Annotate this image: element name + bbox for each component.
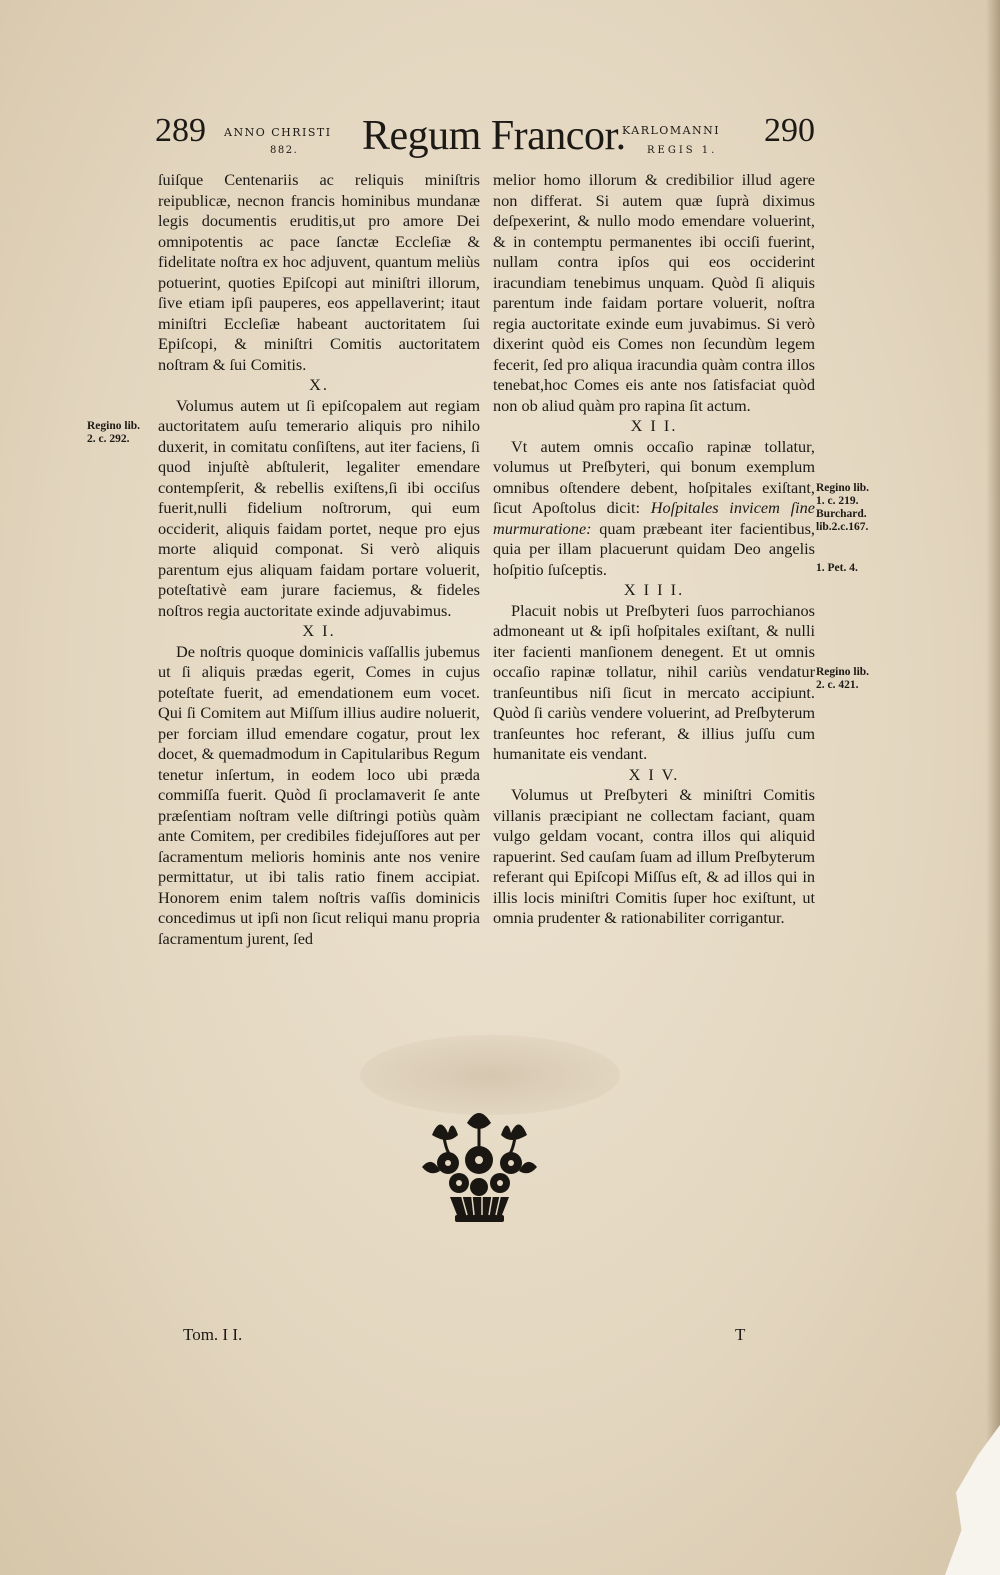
page-number-left: 289 — [155, 112, 206, 149]
ink-bleed-through — [360, 1035, 620, 1115]
margin-note-line: Regino lib. — [816, 666, 870, 678]
margin-note-line: lib.2.c.167. — [816, 521, 869, 533]
reign-label: KARLOMANNI — [622, 124, 721, 137]
margin-note-line: 2. c. 292. — [87, 433, 130, 445]
page-edge-shadow — [986, 0, 1000, 1575]
flower-basket-ornament-icon — [412, 1105, 547, 1230]
margin-note-pet: 1. Pet. 4. — [816, 562, 858, 574]
section-xi-text: De noſtris quoque dominicis vaſſallis jubemus ut ſi aliquis prædas egerit, Comes in cujus poteſtate fuerit, ad emendationem eum vocet. Qui ſi Comitem aut Miſſum illius audire noluerit, per forciam illud emendare cogatur, prout lex docet, & quemadmodum in Capitularibus Regum tenetur inſertum, in eodem loco ubi præda commiſſa fuerit. Quòd ſi proclamaverit ſe ante præſentiam noſtram velle diſtringi potiùs quàm ante Comitem, per credibiles fidejuſſores aut per ſacramentum melioris hominis ante nos venire permittatur, ut ibi talis ratio finem accipiat. Honorem enim talem noſtris vaſſis dominicis concedimus ut ipſi non ſicut reliqui manu propria ſacramentum jurent, ſed — [158, 641, 480, 948]
section-xii-text — [493, 437, 815, 581]
margin-note-line: 1. c. 219. — [816, 495, 859, 507]
section-heading-xiii: X I I I. — [623, 580, 685, 599]
margin-note-line: Burchard. — [816, 508, 867, 520]
section-xiii-text: Placuit nobis ut Preſbyteri ſuos parrochianos admoneant ut & ipſi hoſpitales exiſtant, & nulli iter facienti manſionem denegent. Et ut omnis occaſio rapinæ tollatur, nihil cariùs vendatur tranſeuntibus niſi ſicut in mercato accipiunt. Quòd ſi cariùs vendere voluerint, ad Preſbyterum tranſeuntes hoc referant, & illius juſſu cum humanitate eis vendant. — [493, 600, 815, 763]
margin-note-line: Regino lib. — [816, 482, 870, 494]
left-column — [158, 170, 480, 949]
section-heading-xi: X I. — [302, 621, 336, 640]
section-xiv-text: Volumus ut Preſbyteri & miniſtri Comitis villanis præcipiant ne collectam faciant, quam vulgo geldam vocant, contra illos qui aliquid rapuerint. Sed cauſam ſuam ad illum Preſbyterum referant qui Epiſcopi Miſſus eſt, & ad illos qui in illis locis miniſtri Comitis ſuper hoc exiſtunt, ut omnia prudenter & rationabiliter corrigantur. — [493, 785, 815, 927]
page-number-right: 290 — [764, 112, 815, 149]
anno-label: ANNO CHRISTI — [224, 126, 332, 139]
section-x-text: Volumus autem ut ſi epiſcopalem aut regiam auctoritatem auſu temerario aliquis pro nihilo duxerit, in comitatu conſiſtens, aut iter faciens, ſi quod injuſtè abſtulerit, legaliter emendare contempſerit, & rebellis exiſtens,ſi ibi occiſus fuerit,nulli fidelium noſtrorum, qui eum occiderit, aliquis faidam portet, neque pro ejus morte aliquid componat. Si verò aliquis parentum ejus aliquam faidam portare voluerit, poteſtativè eam jurare faciemus, & fideles noſtros regia auctoritate exinde adjuvabimus. — [158, 395, 480, 620]
section-xii-text-b: quam præbeant iter facientibus, quia per illam placuerunt quidam Deo angelis hoſpitio ſuſceptis. — [493, 518, 815, 579]
section-heading-xii: X I I. — [630, 416, 678, 435]
margin-note-regino-1 — [87, 420, 157, 446]
right-opening-paragraph: melior homo illorum & credibilior illud agere non differat. Si autem quæ ſuprà diximus deſpexerint, & nullo modo emendare voluerint, & in contemptu permanentes ibi occiſi fuerint, nullam contra ipſos qui eos occiderint iracundiam tenebimus unquam. Quòd ſi aliquis parentum inde faidam portare voluerit, noſtra regia auctoritate exinde eum juvabimus. Si verò dixerint quòd eis Comes non ſecundùm legem fecerit, ſed pro aliqua iracundia quàm contra illos tenebat,hoc Comes eis ante nos ſatisfaciat quòd non ob aliud quàm pro rapina ſit actum. — [493, 170, 815, 415]
right-column — [493, 170, 815, 929]
section-xii-text-a: Vt autem omnis occaſio rapinæ tollatur, volumus ut Preſbyteri, qui bonum exemplum omnibus oſtendere debent, hoſpitales exiſtant, ſicut Apoſtolus dicit: — [493, 436, 815, 517]
scripture-quote: Hoſpitales invicem ſine murmuratione: — [493, 498, 816, 538]
volume-marker: Tom. I I. — [183, 1325, 243, 1344]
anno-year: 882. — [270, 145, 299, 156]
running-title: Regum Francor. — [362, 113, 626, 159]
running-header — [150, 112, 815, 172]
section-heading-xiv: X I V. — [628, 764, 680, 784]
signature-mark: T — [735, 1325, 746, 1344]
section-heading-x: X. — [309, 375, 329, 394]
margin-note-line: Regino lib. — [87, 420, 141, 432]
margin-note-line: 2. c. 421. — [816, 679, 859, 691]
margin-note-regino-2 — [816, 482, 896, 534]
reign-sub: REGIS 1. — [647, 145, 718, 156]
margin-note-regino-3 — [816, 666, 896, 692]
left-opening-paragraph: ſuiſque Centenariis ac reliquis miniſtris reipublicæ, necnon francis hominibus mundanæ legis documentis eruditis,ut pro amore Dei omnipotentis ac pace ſanctæ Eccleſiæ & fidelitate noſtra ex hoc adjuvent, quantum meliùs potuerint, quoties Epiſcopi aut miniſtri illorum, ſive etiam ipſi pauperes, eos appellaverint; itaut miniſtri Eccleſiæ habeant auctoritatem ſui Epiſcopi, & miniſtri Comitis auctoritatem noſtram & ſui Comitis. — [158, 170, 480, 374]
